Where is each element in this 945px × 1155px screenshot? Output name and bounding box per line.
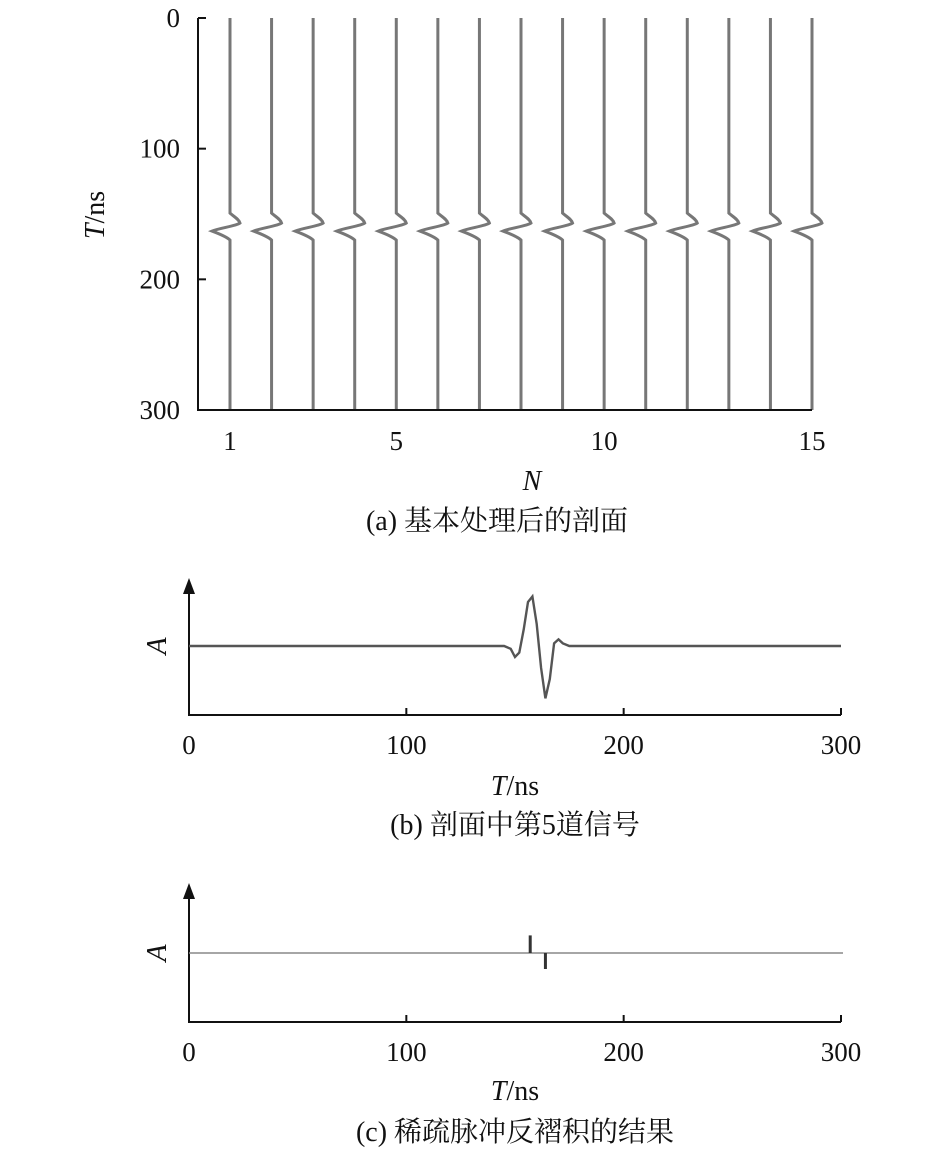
panel-a	[80, 3, 826, 537]
panel-c-x-tick-label: 200	[603, 1037, 644, 1067]
panel-b-x-tick-label: 0	[182, 730, 196, 760]
panel-c-axes	[189, 897, 841, 1022]
trace-12	[669, 18, 697, 410]
panel-b-x-tick-label: 200	[603, 730, 644, 760]
panel-c	[142, 883, 861, 1148]
panel-b-ylabel: A	[142, 637, 173, 655]
panel-c-ylabel: A	[142, 944, 173, 962]
panel-c-x-tick-label: 300	[820, 1037, 862, 1067]
trace-14	[752, 18, 780, 410]
panel-a-y-tick-label: 0	[166, 3, 180, 33]
panel-b	[142, 578, 861, 841]
panel-b-x-tick-label: 100	[386, 730, 427, 760]
trace-1	[212, 18, 240, 410]
panel-c-caption: (c) 稀疏脉冲反褶积的结果	[355, 1117, 675, 1148]
panel-a-x-tick-label: 15	[798, 426, 826, 456]
panel-a-x-tick-label: 10	[590, 426, 618, 456]
trace-9	[545, 18, 573, 410]
panel-a-caption: (a) 基本处理后的剖面	[365, 506, 629, 537]
panel-a-y-tick-label: 200	[139, 264, 180, 295]
panel-c-xlabel: T/ns	[490, 1076, 540, 1107]
panel-a-axes	[198, 18, 812, 410]
panel-b-x-tick-label: 300	[820, 730, 862, 760]
panel-c-x-tick-label: 0	[182, 1037, 196, 1067]
trace-10	[586, 18, 614, 410]
panel-b-axes	[189, 592, 841, 715]
trace-13	[711, 18, 739, 410]
trace-4	[337, 18, 365, 410]
trace-3	[295, 18, 323, 410]
trace-6	[420, 18, 448, 410]
trace-2	[254, 18, 282, 410]
panel-b-caption: (b) 剖面中第5道信号	[390, 810, 640, 841]
trace-11	[628, 18, 656, 410]
panel-a-xlabel: N	[522, 466, 542, 497]
panel-c-spikes	[530, 935, 545, 969]
panel-a-x-tick-label: 1	[223, 426, 237, 456]
trace-7	[461, 18, 489, 410]
trace-8	[503, 18, 531, 410]
trace-15	[794, 18, 822, 410]
panel-a-y-tick-label: 300	[139, 395, 180, 425]
trace-section	[212, 18, 822, 410]
panel-b-signal-line	[189, 597, 841, 699]
panel-c-y-arrow	[183, 883, 195, 899]
panel-a-x-tick-label: 5	[389, 426, 404, 456]
trace-5	[378, 18, 406, 410]
panel-a-ylabel: T/ns	[80, 190, 111, 240]
panel-b-xlabel: T/ns	[490, 771, 540, 802]
panel-a-y-tick-label: 100	[139, 133, 180, 164]
panel-c-x-tick-label: 100	[386, 1037, 427, 1067]
panel-a-x-ticks	[223, 426, 825, 456]
panel-b-y-arrow	[183, 578, 195, 594]
panel-a-y-ticks	[140, 3, 207, 425]
